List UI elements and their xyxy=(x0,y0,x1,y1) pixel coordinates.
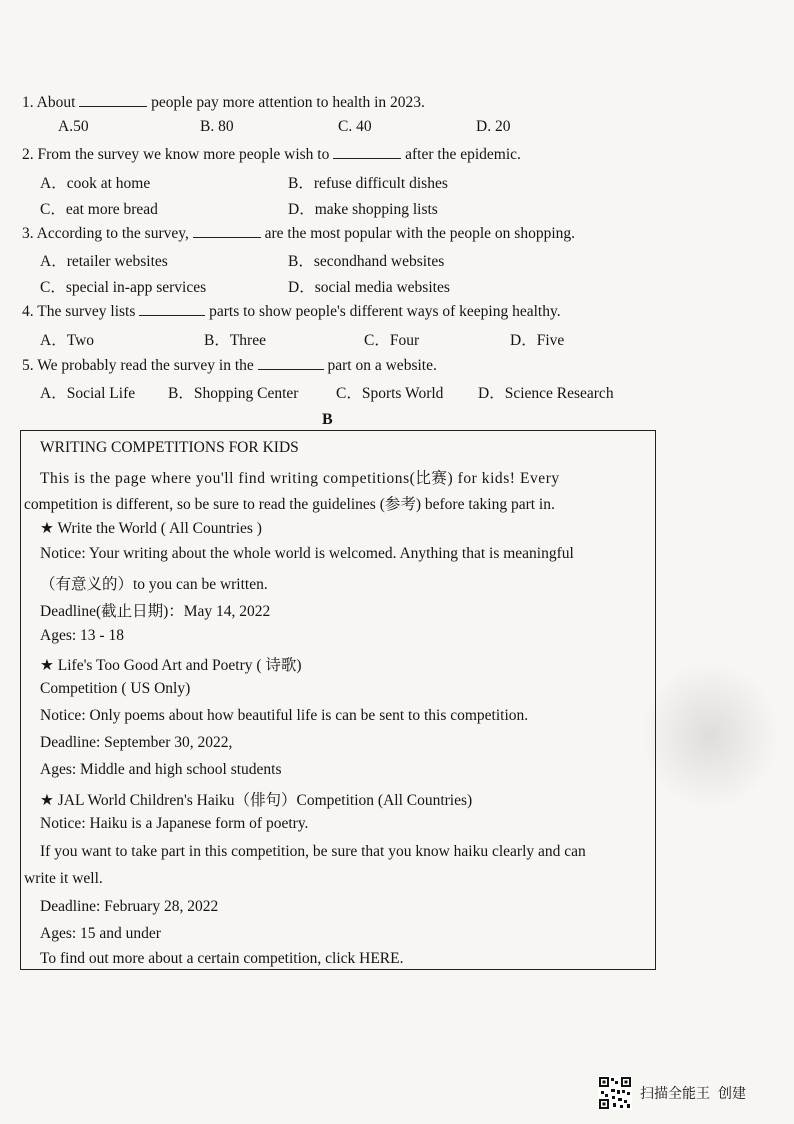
question-3-stem-before: 3. According to the survey, xyxy=(22,225,189,242)
option-d: D．Science Research xyxy=(478,385,614,402)
competition-2-title: ★ Life's Too Good Art and Poetry ( 诗歌) xyxy=(40,657,302,674)
option-a: A．Social Life xyxy=(40,385,136,402)
option-b: B．refuse difficult dishes xyxy=(288,175,448,192)
option-a: A．cook at home xyxy=(40,175,151,192)
option-d: D. 20 xyxy=(476,118,511,135)
passage-closing: To find out more about a certain competition, click HERE. xyxy=(40,950,404,967)
question-3-stem-after: are the most popular with the people on shopping. xyxy=(264,225,575,242)
competition-3-ages: Ages: 15 and under xyxy=(40,925,161,942)
competition-1-deadline: Deadline(截止日期)：May 14, 2022 xyxy=(40,603,271,620)
competition-1-notice-cont: （有意义的）to you can be written. xyxy=(40,576,268,593)
bleed-through-shadow xyxy=(640,660,780,810)
question-5-stem-before: 5. We probably read the survey in the xyxy=(22,357,254,374)
competition-3-notice: Notice: Haiku is a Japanese form of poetry. xyxy=(40,815,309,832)
competition-1-notice: Notice: Your writing about the whole world is welcomed. Anything that is meaningful xyxy=(40,545,574,562)
answer-blank xyxy=(258,355,324,370)
option-d: D．Five xyxy=(510,332,565,349)
question-1-stem-before: 1. About xyxy=(22,94,76,111)
competition-3-extra-cont: write it well. xyxy=(24,870,103,887)
answer-blank xyxy=(79,92,147,107)
competition-3-title: ★ JAL World Children's Haiku（俳句）Competition (All Countries) xyxy=(40,792,473,809)
competition-2-notice: Notice: Only poems about how beautiful life is can be sent to this competition. xyxy=(40,707,529,724)
scanner-action: 创建 xyxy=(718,1086,746,1102)
option-c: C．eat more bread xyxy=(40,201,158,218)
option-d: D．social media websites xyxy=(288,279,450,296)
question-4-stem-before: 4. The survey lists xyxy=(22,303,136,320)
competition-3-deadline: Deadline: February 28, 2022 xyxy=(40,898,219,915)
question-1 xyxy=(22,92,425,112)
question-2 xyxy=(22,144,521,164)
option-b: B．secondhand websites xyxy=(288,253,445,270)
question-1-stem-after: people pay more attention to health in 2023. xyxy=(151,94,425,111)
competition-2-ages: Ages: Middle and high school students xyxy=(40,761,282,778)
competition-1-title: ★ Write the World ( All Countries ) xyxy=(40,520,262,537)
competition-3-extra: If you want to take part in this competition, be sure that you know haiku clearly and can xyxy=(40,843,586,860)
question-4 xyxy=(22,301,561,321)
option-d: D．make shopping lists xyxy=(288,201,438,218)
question-4-stem-after: parts to show people's different ways of keeping healthy. xyxy=(209,303,561,320)
question-5-stem-after: part on a website. xyxy=(327,357,437,374)
answer-blank xyxy=(333,144,401,159)
question-3 xyxy=(22,223,575,243)
scanner-watermark xyxy=(598,1076,746,1110)
qr-code-icon xyxy=(598,1076,632,1110)
option-b: B．Shopping Center xyxy=(168,385,299,402)
passage-heading: WRITING COMPETITIONS FOR KIDS xyxy=(40,439,299,456)
question-2-stem-after: after the epidemic. xyxy=(405,146,521,163)
option-c: C．special in-app services xyxy=(40,279,207,296)
option-a: A.50 xyxy=(58,118,89,135)
competition-2-title-cont: Competition ( US Only) xyxy=(40,680,191,697)
option-b: B．Three xyxy=(204,332,266,349)
question-2-stem-before: 2. From the survey we know more people wish to xyxy=(22,146,330,163)
option-c: C. 40 xyxy=(338,118,372,135)
option-c: C．Four xyxy=(364,332,420,349)
section-label: B xyxy=(322,411,333,428)
scanner-app-name: 扫描全能王 xyxy=(640,1086,710,1102)
option-a: A．Two xyxy=(40,332,95,349)
passage-intro-line-1: This is the page where you'll find writing competitions(比赛) for kids! Every xyxy=(40,470,560,487)
passage-intro-line-2: competition is different, so be sure to read the guidelines (参考) before taking part in. xyxy=(24,496,555,513)
option-c: C．Sports World xyxy=(336,385,444,402)
answer-blank xyxy=(139,301,205,316)
answer-blank xyxy=(193,223,261,238)
option-a: A．retailer websites xyxy=(40,253,168,270)
competition-1-ages: Ages: 13 - 18 xyxy=(40,627,124,644)
question-5 xyxy=(22,355,437,375)
competition-2-deadline: Deadline: September 30, 2022, xyxy=(40,734,233,751)
option-b: B. 80 xyxy=(200,118,234,135)
